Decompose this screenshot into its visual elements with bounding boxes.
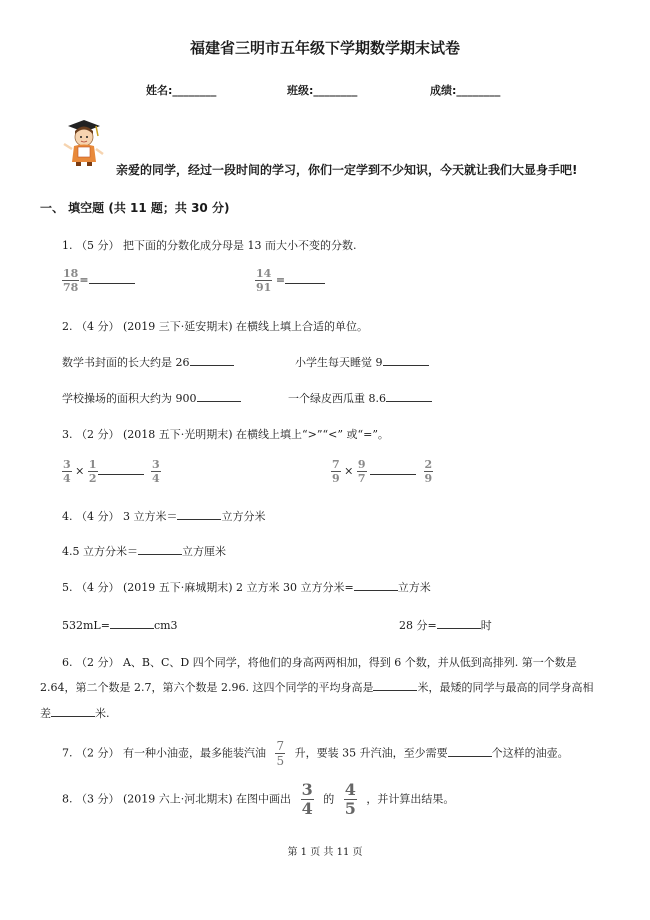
- q2-part-c: 学校操场的面积大约为 900: [62, 390, 241, 406]
- answer-blank[interactable]: [370, 463, 416, 475]
- q5-part-b: 28 分= 时: [399, 619, 492, 632]
- fraction: $\frac{14}{91}$: [256, 267, 272, 294]
- section-heading: 一、 填空题 (共 11 题；共 30 分): [40, 201, 230, 215]
- q2-part-b: 小学生每天睡觉 9: [295, 354, 429, 370]
- fraction: $\frac{7}{5}$: [276, 739, 285, 768]
- fraction: $\frac{18}{78}$: [63, 267, 79, 294]
- q2-part-d: 一个绿皮西瓜重 8.6: [288, 390, 432, 406]
- fraction: $\frac{9}{7}$: [357, 458, 366, 485]
- fraction: $\frac{4}{5}$: [344, 780, 356, 818]
- fraction: $\frac{2}{9}$: [424, 458, 433, 485]
- answer-blank[interactable]: [386, 390, 432, 402]
- q2-part-a: 数学书封面的长大约是 26: [62, 354, 234, 370]
- q4-line2: 4.5 立方分米＝ 立方厘米: [62, 545, 226, 558]
- answer-blank[interactable]: [177, 508, 221, 520]
- q5-stem: 5. （4 分） (2019 五下·麻城期末) 2 立方米 30 立方分米= 立方米: [62, 581, 431, 594]
- greeting-text: 亲爱的同学，经过一段时间的学习，你们一定学到不少知识，今天就让我们大显身手吧!: [116, 163, 578, 177]
- answer-blank[interactable]: [354, 579, 398, 591]
- q6-line2: 2.64，第二个数是 2.7，第六个数是 2.96. 这四个同学的平均身高是 米，最矮的同学与最高的同学身高相: [40, 681, 594, 694]
- student-mascot-icon: [58, 116, 108, 168]
- answer-blank[interactable]: [51, 705, 95, 717]
- q1-part-b: $\frac{14}{91}$ =: [255, 268, 325, 293]
- page-title: 福建省三明市五年级下学期数学期末试卷: [189, 39, 460, 57]
- fraction: $\frac{3}{4}$: [63, 458, 71, 485]
- q2-stem: 2. （4 分） (2019 三下·延安期末) 在横线上填上合适的单位。: [62, 320, 369, 333]
- fraction: $\frac{7}{9}$: [332, 458, 340, 485]
- class-field: 班级:________: [287, 84, 358, 97]
- answer-blank[interactable]: [285, 272, 325, 284]
- answer-blank[interactable]: [98, 463, 144, 475]
- answer-blank[interactable]: [197, 390, 241, 402]
- q6-line1: 6. （2 分） A、B、C、D 四个同学，将他们的身高两两相加，得到 6 个数，并从低到高排列. 第一个数是: [62, 656, 577, 669]
- page-footer: 第 1 页 共 11 页: [287, 847, 363, 858]
- answer-blank[interactable]: [89, 272, 135, 284]
- answer-blank[interactable]: [138, 543, 182, 555]
- answer-blank[interactable]: [448, 745, 492, 757]
- fraction: $\frac{1}{2}$: [88, 458, 97, 485]
- q3-part-b: $\frac{7}{9}$ × $\frac{9}{7}$ $\frac{2}{9}$: [332, 458, 433, 485]
- q1-part-a: $\frac{18}{78}$ =: [62, 268, 135, 293]
- fraction: $\frac{3}{4}$: [301, 780, 313, 818]
- q8-line: 8. （3 分） (2019 六上·河北期末) 在图中画出 $\frac{3}{4}$ 的 $\frac{4}{5}$ ，并计算出结果。: [62, 780, 455, 818]
- answer-blank[interactable]: [373, 679, 417, 691]
- q5-part-a: 532mL= cm3: [62, 619, 178, 632]
- answer-blank[interactable]: [437, 617, 481, 629]
- q1-stem: 1. （5 分） 把下面的分数化成分母是 13 而大小不变的分数.: [62, 239, 357, 252]
- answer-blank[interactable]: [190, 354, 234, 366]
- q7-line: 7. （2 分） 有一种小油壶，最多能装汽油 $\frac{7}{5}$ 升，要装 35 升汽油，至少需要 个这样的油壶。: [62, 739, 569, 768]
- name-field: 姓名:________: [146, 84, 217, 97]
- q3-part-a: $\frac{3}{4}$ × $\frac{1}{2}$ $\frac{3}{4}$: [63, 458, 160, 485]
- q3-stem: 3. （2 分） (2018 五下·光明期末) 在横线上填上“>”“<” 或“=”。: [62, 428, 389, 441]
- fraction: $\frac{3}{4}$: [152, 458, 160, 485]
- answer-blank[interactable]: [383, 354, 429, 366]
- answer-blank[interactable]: [110, 617, 154, 629]
- q6-line3: 差 米.: [40, 707, 110, 720]
- q4-line1: 4. （4 分） 3 立方米＝ 立方分米: [62, 510, 266, 523]
- score-field: 成绩:________: [430, 84, 501, 97]
